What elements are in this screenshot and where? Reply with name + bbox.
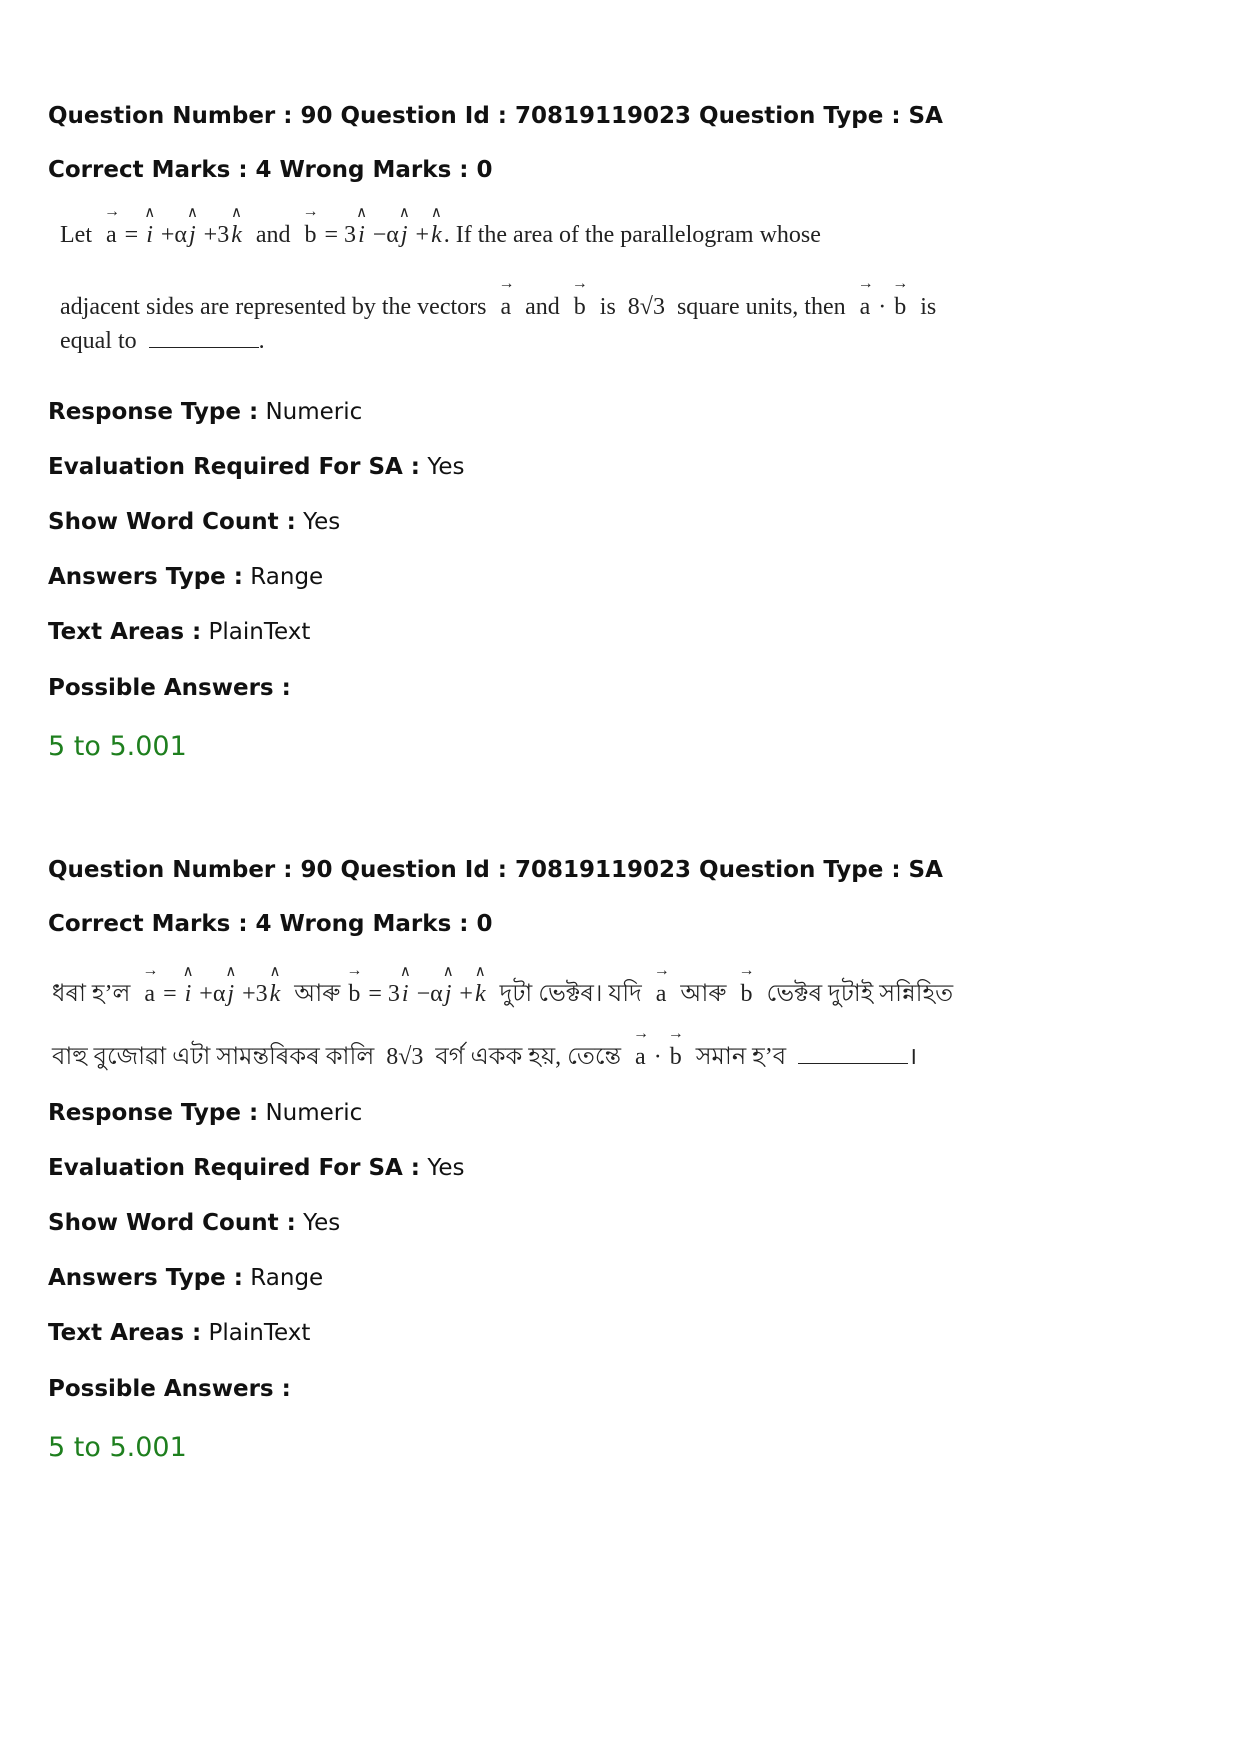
vector-a: → a — [104, 222, 119, 249]
answers-type-field: Answers Type : Range — [48, 1265, 324, 1291]
unit-vector-k: ∧ k — [429, 222, 444, 249]
vector-a: → a — [633, 1044, 648, 1071]
answer-blank — [149, 346, 259, 348]
possible-answer-value: 5 to 5.001 — [48, 731, 187, 762]
vector-a: → a — [654, 981, 669, 1008]
area-value: 8√3 — [386, 1044, 424, 1070]
question-text-line-1: ধৰা হ’ল → a = ∧ i +α∧ j +3∧ k আৰু → b = 3∧ i −α∧ j +∧ k দুটা ভেক্টৰ। যদি → a আৰু → b ভেক্টৰ দুটাই সন্নিহিত — [52, 975, 953, 1015]
vector-b: → b — [346, 981, 362, 1008]
possible-answer-value: 5 to 5.001 — [48, 1432, 187, 1463]
question-text-line-2: adjacent sides are represented by the vectors → a and → b is 8√3 square units, then → a · → b is — [60, 294, 936, 321]
unit-vector-j: ∧ j — [225, 981, 236, 1008]
vector-b: → b — [892, 294, 908, 321]
response-type-field: Response Type : Numeric — [48, 399, 363, 425]
response-type-field: Response Type : Numeric — [48, 1100, 363, 1126]
unit-vector-i: ∧ i — [144, 222, 155, 249]
question-header: Question Number : 90 Question Id : 70819119023 Question Type : SA — [48, 103, 943, 129]
evaluation-required-field: Evaluation Required For SA : Yes — [48, 1155, 465, 1181]
answer-blank — [798, 1062, 908, 1064]
unit-vector-j: ∧ j — [443, 981, 454, 1008]
marks-line: Correct Marks : 4 Wrong Marks : 0 — [48, 911, 493, 937]
question-text-line-1: Let → a = ∧ i +α∧ j +3∧ k and → b = 3∧ i −α∧ j +∧ k. If the area of the parallelogram whose — [60, 222, 821, 249]
unit-vector-k: ∧ k — [473, 981, 488, 1008]
text-areas-field: Text Areas : PlainText — [48, 619, 311, 645]
show-word-count-field: Show Word Count : Yes — [48, 1210, 341, 1236]
answers-type-field: Answers Type : Range — [48, 564, 324, 590]
unit-vector-k: ∧ k — [229, 222, 244, 249]
question-header: Question Number : 90 Question Id : 70819119023 Question Type : SA — [48, 857, 943, 883]
unit-vector-i: ∧ i — [183, 981, 194, 1008]
vector-a: → a — [858, 294, 873, 321]
question-text-line-2: বাহু বুজোৱা এটা সামন্তৰিকৰ কালি 8√3 বৰ্গ একক হয়, তেন্তে → a · → b সমান হ’ব । — [52, 1038, 917, 1078]
unit-vector-j: ∧ j — [399, 222, 410, 249]
possible-answers-label: Possible Answers : — [48, 675, 291, 701]
show-word-count-field: Show Word Count : Yes — [48, 509, 341, 535]
marks-line: Correct Marks : 4 Wrong Marks : 0 — [48, 157, 493, 183]
vector-b: → b — [572, 294, 588, 321]
vector-b: → b — [668, 1044, 684, 1071]
possible-answers-label: Possible Answers : — [48, 1376, 291, 1402]
unit-vector-i: ∧ i — [400, 981, 411, 1008]
area-value: 8√3 — [627, 294, 665, 320]
unit-vector-i: ∧ i — [356, 222, 367, 249]
unit-vector-k: ∧ k — [268, 981, 283, 1008]
text-areas-field: Text Areas : PlainText — [48, 1320, 311, 1346]
vector-a: → a — [142, 981, 157, 1008]
question-text-line-3: equal to . — [60, 328, 265, 354]
unit-vector-j: ∧ j — [187, 222, 198, 249]
vector-b: → b — [738, 981, 754, 1008]
evaluation-required-field: Evaluation Required For SA : Yes — [48, 454, 465, 480]
vector-a: → a — [498, 294, 513, 321]
vector-b: → b — [303, 222, 319, 249]
